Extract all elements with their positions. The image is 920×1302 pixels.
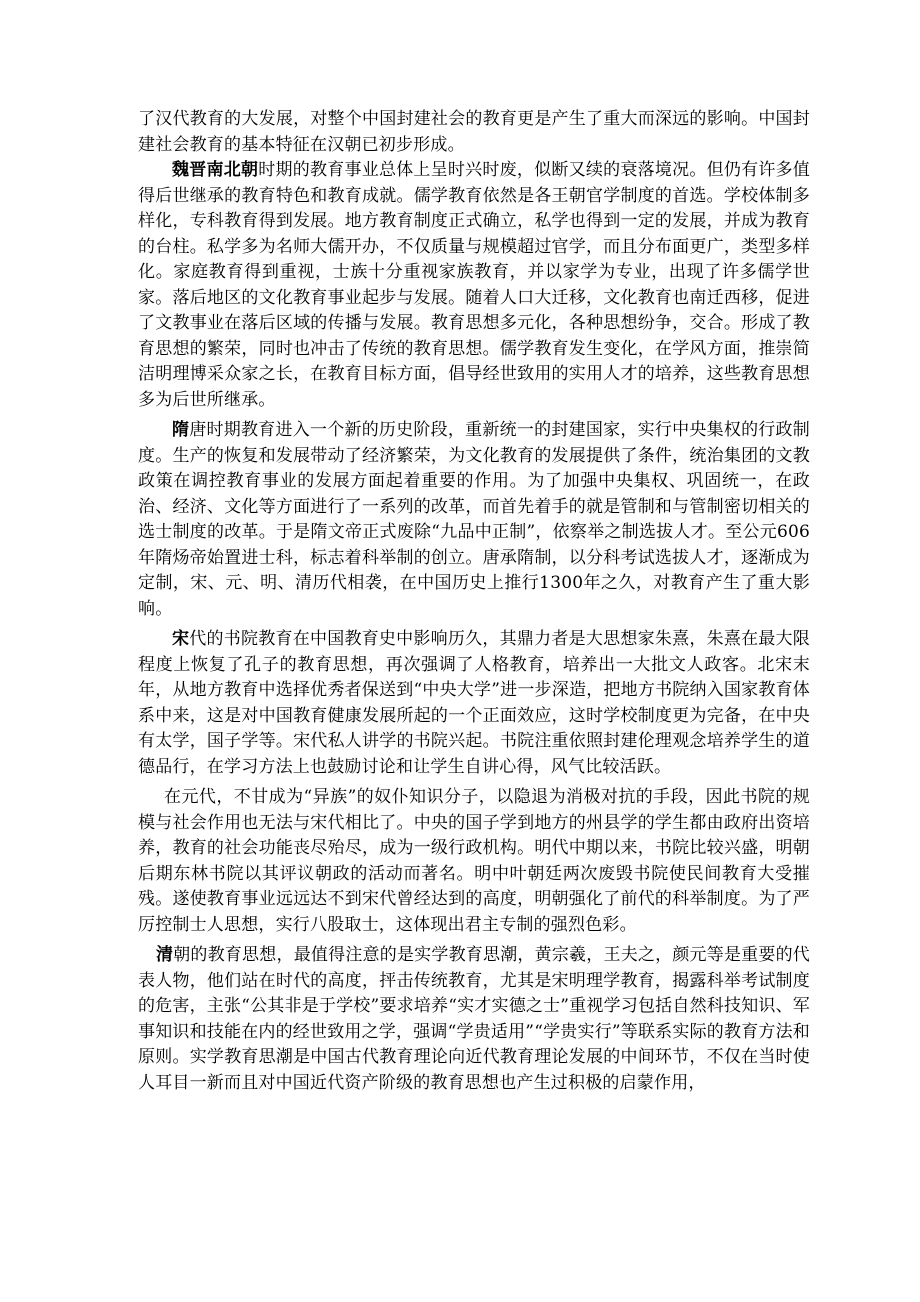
paragraph-text: 朝的教育思想，最值得注意的是实学教育思潮，黄宗羲，王夫之，颜元等是重要的代表人物，他们站在时代的高度，抨击传统教育，尤其是宋明理学教育，揭露科举考试制度的危害，主张“公其非是于学校”要求培养“实才实德之士”重视学习包括自然科技知识、军事知识和技能在内的经世致用之学，强调“学贵适用”“学贵实行”等联系实际的教育方法和原则。实学教育思潮是中国古代教育理论向近代教育理论发展的中间环节，不仅在当时使人耳目一新而且对中国近代资产阶级的教育思想也产生过积极的启蒙作用， xyxy=(138,945,810,1093)
paragraph-text: 唐时期教育进入一个新的历史阶段，重新统一的封建国家，实行中央集权的行政制度。生产的恢复和发展带动了经济繁荣，为文化教育的发展提供了条件，统治集团的文教政策在调控教育事业的发展方面起着重要的作用。为了加强中央集权、巩固统一，在政治、经济、文化等方面进行了一系列的改革，而首先着手的就是管制和与管制密切相关的选士制度的改革。于是隋文帝正式废除“九品中正制”，依察举之制选拔人才。至公元606年隋炀帝始置进士科，标志着科举制的创立。唐承隋制，以分科考试选拔人才，逐渐成为定制，宋、元、明、清历代相袭，在中国历史上推行1300年之久，对教育产生了重大影响。 xyxy=(138,420,810,619)
document-page xyxy=(138,107,810,1096)
dynasty-keyword: 隋 xyxy=(172,420,190,440)
paragraph-text: 在元代，不甘成为“异族”的奴仆知识分子，以隐退为消极对抗的手段，因此书院的规模与社会作用也无法与宋代相比了。中央的国子学到地方的州县学的学生都由政府出资培养，教育的社会功能丧尽殆尽，成为一级行政机构。明代中期以来，书院比较兴盛，明朝后期东林书院以其评议朝政的活动而著名。明中叶朝廷两次废毁书院使民间教育大受摧残。遂使教育事业远远达不到宋代曾经达到的高度，明朝强化了前代的科举制度。为了严厉控制士人思想，实行八股取士，这体现出君主专制的强烈色彩。 xyxy=(138,787,810,935)
paragraph-wei-jin xyxy=(138,158,810,413)
paragraph-text: 代的书院教育在中国教育史中影响历久，其鼎力者是大思想家朱熹，朱熹在最大限程度上恢复了孔子的教育思想，再次强调了人格教育，培养出一大批文人政客。北宋末年，从地方教育中选择优秀者保送到“中央大学”进一步深造，把地方书院纳入国家教育体系中来，这是对中国教育健康发展所起的一个正面效应，这时学校制度更为完备，在中央有太学，国子学等。宋代私人讲学的书院兴起。书院注重依照封建伦理观念培养学生的道德品行，在学习方法上也鼓励讨论和让学生自讲心得，风气比较活跃。 xyxy=(138,629,810,777)
paragraph-yuan-ming xyxy=(138,785,810,938)
dynasty-keyword: 清 xyxy=(156,945,174,965)
paragraph-text: 了汉代教育的大发展，对整个中国封建社会的教育更是产生了重大而深远的影响。中国封建社会教育的基本特征在汉朝已初步形成。 xyxy=(138,109,810,155)
paragraph-han-conclusion xyxy=(138,107,810,158)
paragraph-sui-tang xyxy=(138,418,810,622)
paragraph-text: 时期的教育事业总体上呈时兴时废，似断又续的衰落境况。但仍有许多值得后世继承的教育特色和教育成就。儒学教育依然是各王朝官学制度的首选。学校体制多样化，专科教育得到发展。地方教育制度正式确立，私学也得到一定的发展，并成为教育的台柱。私学多为名师大儒开办，不仅质量与规模超过官学，而且分布面更广，类型多样化。家庭教育得到重视，士族十分重视家族教育，并以家学为专业，出现了许多儒学世家。落后地区的文化教育事业起步与发展。随着人口大迁移，文化教育也南迁西移，促进了文教事业在落后区域的传播与发展。教育思想多元化，各种思想纷争，交合。形成了教育思想的繁荣，同时也冲击了传统的教育思想。儒学教育发生变化，在学风方面，推崇简洁明理博采众家之长，在教育目标方面，倡导经世致用的实用人才的培养，这些教育思想多为后世所继承。 xyxy=(138,160,811,410)
dynasty-keyword: 宋 xyxy=(172,629,190,649)
paragraph-qing xyxy=(138,943,810,1096)
paragraph-song xyxy=(138,627,810,780)
dynasty-keyword: 魏晋南北朝 xyxy=(172,160,259,180)
